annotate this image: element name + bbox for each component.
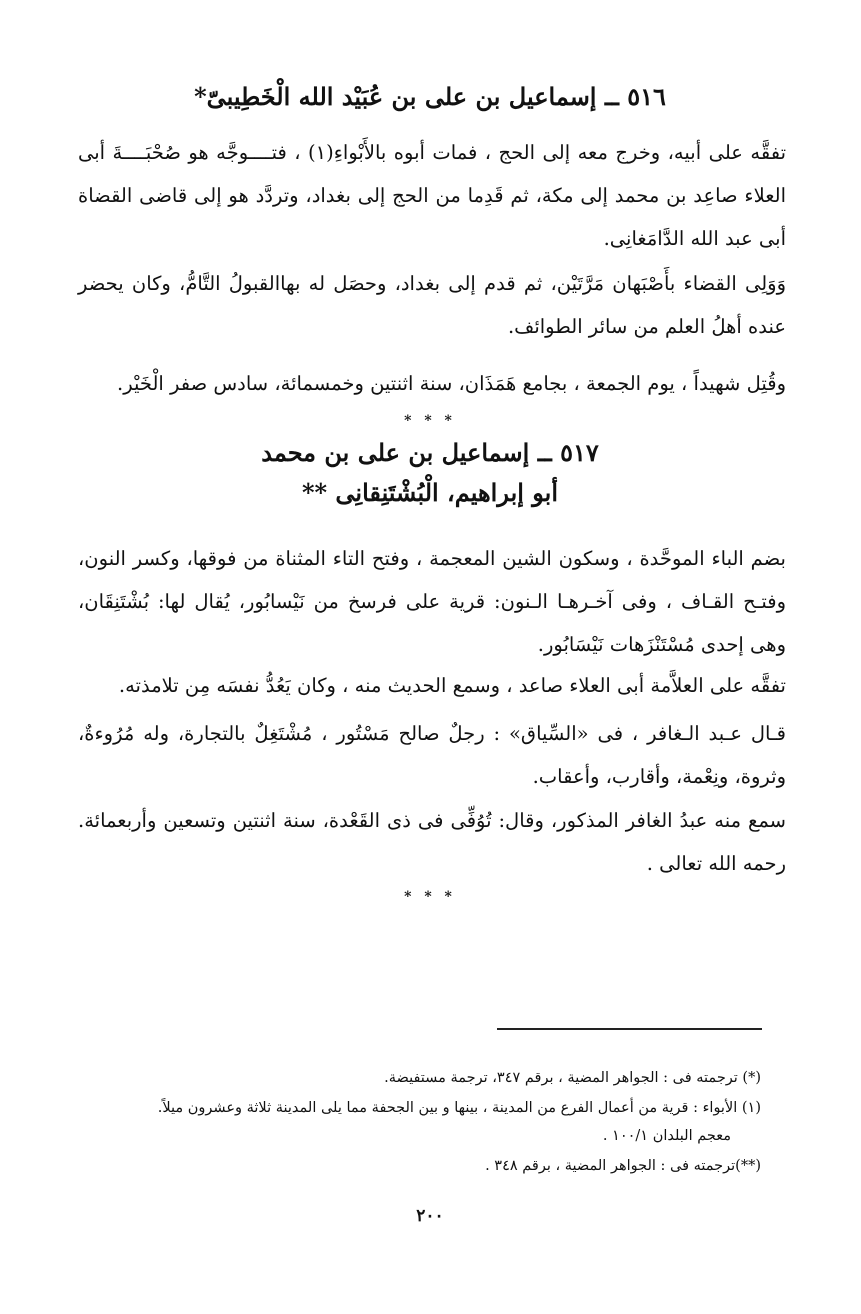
entry-517-paragraph-4	[78, 799, 786, 885]
entry-517-heading: ٥١٧ ــ إسماعيل بن على بن محمد	[261, 438, 599, 467]
entry-516-paragraph-1	[78, 131, 786, 260]
section-separator-2: * * *	[404, 889, 456, 905]
section-separator-1: * * *	[404, 413, 456, 429]
entry-516-paragraph-2	[78, 262, 786, 348]
entry-517-paragraph-2	[78, 664, 786, 707]
entry-516-heading: ٥١٦ ــ إسماعيل بن على بن عُبَيْد الله الْخَطِيبىّ*	[194, 82, 666, 111]
entry-516-paragraph-2-text: وَوَلِى القضاء بأَصْبَهان مَرَّتَيْن، ثم قدم إلى بغداد، وحصَل له بهاالقبولُ التَّامُّ، وكان يحضر عنده أهلُ العلم من سائر الطوائف.	[78, 272, 786, 338]
entry-517-paragraph-1	[78, 537, 786, 666]
footnote-1: (*) ترجمته فى : الجواهر المضية ، برقم ٣٤٧، ترجمة مستفيضة.	[384, 1070, 761, 1086]
entry-517-paragraph-1-text: بضم الباء الموحَّدة ، وسكون الشين المعجمة ، وفتح التاء المثناة من فوقها، وكسر النون، وفتـح القـاف ، وفى آخـرهـا الـنون: قرية على فرسخ من نَيْسابُور، يُقال لها: بُشْتَنِقَان، وهى إحدى مُسْتَنْزَهات نَيْسَابُور.	[78, 547, 786, 656]
entry-516-paragraph-3	[78, 362, 786, 405]
entry-517-paragraph-3-text: قـال عـبد الـغافر ، فى «السِّياق» : رجلٌ صالح مَسْتُور ، مُشْتَغِلٌ بالتجارة، وله مُرُوءةٌ، وثروة، ونِعْمة، وأقارب، وأعقاب.	[78, 722, 786, 788]
entry-517-paragraph-2-text: تفقَّه على العلاَّمة أبى العلاء صاعد ، وسمع الحديث منه ، وكان يَعُدُّ نفسَه مِن تلامذته.	[118, 674, 786, 697]
footnote-2-continuation: معجم البلدان ١٠٠/١ .	[602, 1128, 731, 1144]
page-number: ٢٠٠	[416, 1206, 444, 1226]
footnote-rule	[497, 1028, 762, 1030]
footnote-2: (١) الأبواء : قرية من أعمال الفرع من المدينة ، بينها و بين الجحفة مما يلى المدينة ثلاثة وعشرون ميلاً.	[157, 1100, 761, 1116]
entry-517-paragraph-4-text: سمع منه عبدُ الغافر المذكور، وقال: تُوُفِّى فى ذى القَعْدة، سنة اثنتين وتسعين وأربعمائة. رحمه الله تعالى .	[78, 809, 786, 875]
entry-517-paragraph-3	[78, 712, 786, 798]
footnote-3: (**)ترجمته فى : الجواهر المضية ، برقم ٣٤٨ .	[485, 1158, 761, 1174]
entry-516-paragraph-3-text: وقُتِل شهيداً ، يوم الجمعة ، بجامع هَمَذَان، سنة اثنتين وخمسمائة، سادس صفر الْخَيْر.	[117, 372, 786, 395]
entry-517-subheading: أبو إبراهيم، الْبُشْتَنِقانِى **	[301, 478, 559, 507]
entry-516-paragraph-1-text: تفقَّه على أبيه، وخرج معه إلى الحج ، فمات أبوه بالأَبْواءِ(١) ، فتــــوجَّه هو صُحْبَــــةَ أبى العلاء صاعِد بن محمد إلى مكة، ثم قَدِما من الحج إلى بغداد، وتردَّد هو إلى قاضى القضاة أبى عبد الله الدَّامَغانِى.	[78, 141, 786, 250]
